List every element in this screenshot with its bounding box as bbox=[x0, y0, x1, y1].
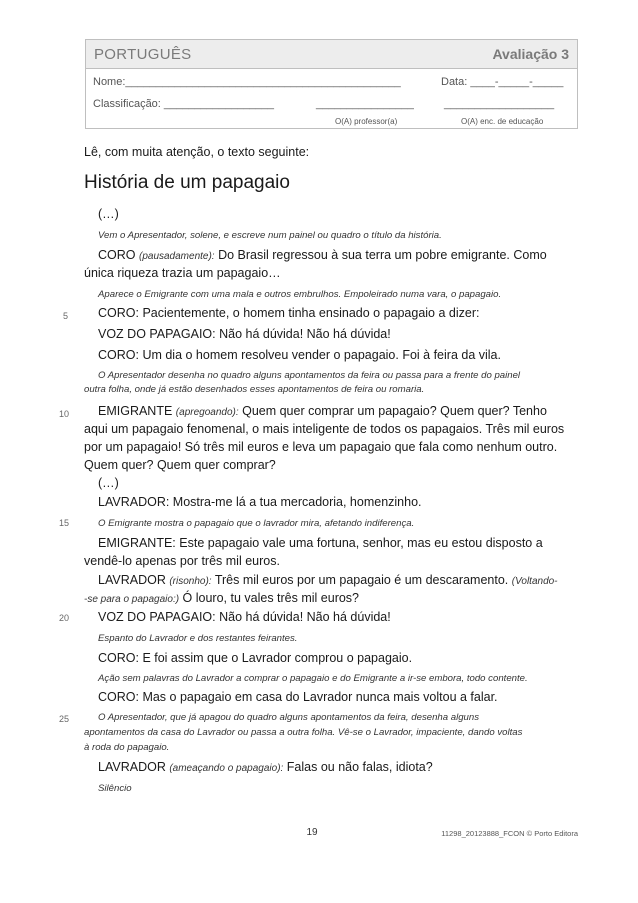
speaker: LAVRADOR bbox=[98, 760, 166, 774]
text-line: única riqueza trazia um papagaio… bbox=[84, 266, 281, 280]
text-line: por um papagaio! Só três mil euros e leva um papagaio que fala como nenhum outro. bbox=[84, 440, 558, 454]
stage-direction: O Emigrante mostra o papagaio que o lavrador mira, afetando indiferença. bbox=[98, 518, 415, 529]
text-line: Quem quer? Quem quer comprar? bbox=[84, 458, 276, 472]
professor-signature-field[interactable]: ________________ bbox=[316, 98, 414, 110]
assessment-title: Avaliação 3 bbox=[492, 46, 569, 62]
stage-direction: O Apresentador, que já apagou do quadro alguns apontamentos da feira, desenha alguns bbox=[98, 712, 480, 723]
stage-direction: Vem o Apresentador, solene, e escreve num painel ou quadro o título da história. bbox=[98, 230, 442, 241]
name-field[interactable]: Nome:_____________________________________________ bbox=[93, 76, 401, 88]
line-number: 25 bbox=[59, 714, 70, 724]
speaker-direction: (apregoando): bbox=[175, 407, 239, 418]
line-content: Do Brasil regressou à sua terra um pobre emigrante. Como bbox=[214, 248, 547, 262]
speaker-direction: (Voltando- bbox=[511, 576, 558, 587]
speaker-direction: (risonho): bbox=[169, 576, 212, 587]
text-line: CORO: Mas o papagaio em casa do Lavrador nunca mais voltou a falar. bbox=[98, 690, 498, 704]
text-line: VOZ DO PAPAGAIO: Não há dúvida! Não há dúvida! bbox=[98, 610, 391, 624]
text-line: CORO: E foi assim que o Lavrador comprou o papagaio. bbox=[98, 651, 413, 665]
text-line: vendê-lo apenas por três mil euros. bbox=[84, 554, 280, 568]
footer-code: 11298_20123888_FCON © Porto Editora bbox=[441, 829, 578, 838]
text-line bbox=[84, 591, 359, 605]
line-content: Três mil euros por um papagaio é um descaramento. bbox=[211, 573, 509, 587]
text-line: CORO: Um dia o homem resolveu vender o papagaio. Foi à feira da vila. bbox=[98, 348, 501, 362]
text-line: LAVRADOR: Mostra-me lá a tua mercadoria, homenzinho. bbox=[98, 495, 422, 509]
line-number: 20 bbox=[59, 613, 70, 623]
guardian-signature-field[interactable]: __________________ bbox=[444, 98, 555, 110]
text-line: CORO: Pacientemente, o homem tinha ensinado o papagaio a dizer: bbox=[98, 306, 480, 320]
line-number: 5 bbox=[63, 311, 69, 321]
stage-direction: Espanto do Lavrador e dos restantes feirantes. bbox=[98, 633, 298, 644]
text-line: EMIGRANTE: Este papagaio vale uma fortuna, senhor, mas eu estou disposto a bbox=[98, 536, 543, 550]
guardian-label: O(A) enc. de educação bbox=[461, 117, 544, 126]
stage-direction: Silêncio bbox=[98, 783, 132, 794]
line-content: Ó louro, tu vales três mil euros? bbox=[179, 591, 360, 605]
text-title: História de um papagaio bbox=[84, 172, 290, 193]
professor-label: O(A) professor(a) bbox=[335, 117, 398, 126]
text-line: aqui um papagaio fenomenal, o mais inteligente de todos os papagaios. Três mil euros bbox=[84, 422, 565, 436]
text-line bbox=[98, 573, 558, 587]
line-number: 15 bbox=[59, 518, 70, 528]
stage-direction: à roda do papagaio. bbox=[84, 742, 170, 753]
speaker: CORO bbox=[98, 248, 136, 262]
line-content: Falas ou não falas, idiota? bbox=[283, 760, 433, 774]
text-line: (…) bbox=[98, 476, 119, 490]
text-line: VOZ DO PAPAGAIO: Não há dúvida! Não há dúvida! bbox=[98, 327, 391, 341]
line-number: 10 bbox=[59, 409, 70, 419]
text-line bbox=[98, 760, 433, 774]
speaker-direction: -se para o papagaio:) bbox=[84, 594, 180, 605]
subject-title: PORTUGUÊS bbox=[94, 45, 192, 63]
stage-direction: outra folha, onde já estão desenhados esses apontamentos de feira ou romaria. bbox=[84, 384, 425, 395]
date-field[interactable]: Data: ____-_____-_____ bbox=[441, 76, 564, 88]
line-content: Quem quer comprar um papagaio? Quem quer? Tenho bbox=[238, 404, 547, 418]
speaker: EMIGRANTE bbox=[98, 404, 173, 418]
page-number: 19 bbox=[306, 827, 318, 838]
speaker-direction: (pausadamente): bbox=[138, 251, 215, 262]
classification-field[interactable]: Classificação: __________________ bbox=[93, 98, 275, 110]
stage-direction: Aparece o Emigrante com uma mala e outros embrulhos. Empoleirado numa vara, o papagaio. bbox=[98, 289, 502, 300]
instruction-text: Lê, com muita atenção, o texto seguinte: bbox=[84, 145, 310, 159]
stage-direction: Ação sem palavras do Lavrador a comprar o papagaio e do Emigrante a ir-se embora, todo contente. bbox=[98, 673, 528, 684]
header-box bbox=[85, 39, 578, 129]
header-title-row bbox=[86, 40, 577, 69]
stage-direction: apontamentos da casa do Lavrador ou passa a outra folha. Vê-se o Lavrador, impaciente, dando voltas bbox=[84, 727, 523, 738]
speaker-direction: (ameaçando o papagaio): bbox=[169, 763, 284, 774]
speaker: LAVRADOR bbox=[98, 573, 166, 587]
text-line: (…) bbox=[98, 207, 119, 221]
text-line bbox=[98, 404, 547, 418]
stage-direction: O Apresentador desenha no quadro alguns apontamentos da feira ou passa para a frente do painel bbox=[98, 370, 521, 381]
text-line bbox=[98, 248, 547, 262]
